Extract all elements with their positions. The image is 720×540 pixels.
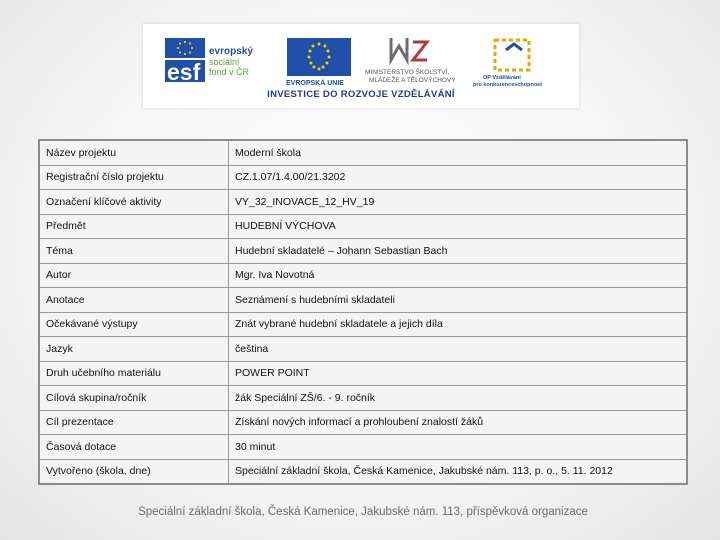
- row-value: CZ.1.07/1.4.00/21.3202: [229, 165, 688, 190]
- table-row: [39, 459, 687, 484]
- row-value: POWER POINT: [229, 361, 688, 386]
- row-label: Předmět: [39, 214, 229, 239]
- table-row: [39, 410, 687, 435]
- table-row: [39, 386, 687, 411]
- eu-caption: EVROPSKÁ UNIE: [286, 80, 344, 87]
- msmt-line1: MINISTERSTVO ŠKOLSTVÍ,: [365, 69, 450, 76]
- esf-logo: [165, 38, 253, 85]
- esf-line1: evropský: [209, 46, 253, 57]
- row-label: Vytvořeno (škola, dne): [39, 459, 229, 484]
- row-label: Autor: [39, 263, 229, 288]
- op-logo: [473, 40, 542, 88]
- table-row: [39, 435, 687, 460]
- table-row: [39, 263, 687, 288]
- msmt-logo: [365, 38, 456, 84]
- row-label: Téma: [39, 239, 229, 264]
- row-value: Získání nových informací a prohloubení znalostí žáků: [229, 410, 688, 435]
- row-label: Očekávané výstupy: [39, 312, 229, 337]
- table-row: [39, 165, 687, 190]
- op-line1: OP Vzdělávání: [483, 75, 521, 81]
- esf-line2: sociální: [209, 57, 240, 67]
- row-label: Anotace: [39, 288, 229, 313]
- table-row: [39, 190, 687, 215]
- table-row: [39, 337, 687, 362]
- logo-banner: [143, 24, 579, 108]
- row-value: Speciální základní škola, Česká Kamenice, Jakubské nám. 113, p. o., 5. 11. 2012: [229, 459, 688, 484]
- row-value: Moderní škola: [229, 140, 688, 165]
- row-value: HUDEBNÍ VÝCHOVA: [229, 214, 688, 239]
- row-label: Označení klíčové aktivity: [39, 190, 229, 215]
- row-value: VY_32_INOVACE_12_HV_19: [229, 190, 688, 215]
- table-row: [39, 288, 687, 313]
- partner-logos: [143, 24, 579, 90]
- row-value: Mgr. Iva Novotná: [229, 263, 688, 288]
- table-row: [39, 361, 687, 386]
- row-label: Cíl prezentace: [39, 410, 229, 435]
- row-label: Jazyk: [39, 337, 229, 362]
- table-row: [39, 239, 687, 264]
- row-label: Časová dotace: [39, 435, 229, 460]
- row-label: Cílová skupina/ročník: [39, 386, 229, 411]
- row-label: Druh učebního materiálu: [39, 361, 229, 386]
- table-row: [39, 140, 687, 165]
- op-line2: pro konkurenceschopnost: [473, 82, 543, 88]
- table-row: [39, 214, 687, 239]
- footer-text: Speciální základní škola, Česká Kamenice, Jakubské nám. 113, příspěvková organizace: [138, 506, 588, 518]
- eu-logo: [286, 38, 351, 87]
- row-value: žák Speciální ZŠ/6. - 9. ročník: [229, 386, 688, 411]
- row-value: Hudební skladatelé – Johann Sebastian Bach: [229, 239, 688, 264]
- esf-line3: fond v ČR: [209, 67, 250, 77]
- msmt-line2: MLÁDEŽE A TĚLOVÝCHOVY: [369, 77, 456, 84]
- row-value: Znát vybrané hudební skladatele a jejich díla: [229, 312, 688, 337]
- row-value: čeština: [229, 337, 688, 362]
- project-info-table: [38, 139, 688, 485]
- row-value: Seznámení s hudebními skladateli: [229, 288, 688, 313]
- esf-mark: esf: [167, 59, 201, 85]
- row-value: 30 minut: [229, 435, 688, 460]
- row-label: Název projektu: [39, 140, 229, 165]
- row-label: Registrační číslo projektu: [39, 165, 229, 190]
- banner-slogan: INVESTICE DO ROZVOJE VZDĚLÁVÁNÍ: [267, 89, 455, 100]
- table-row: [39, 312, 687, 337]
